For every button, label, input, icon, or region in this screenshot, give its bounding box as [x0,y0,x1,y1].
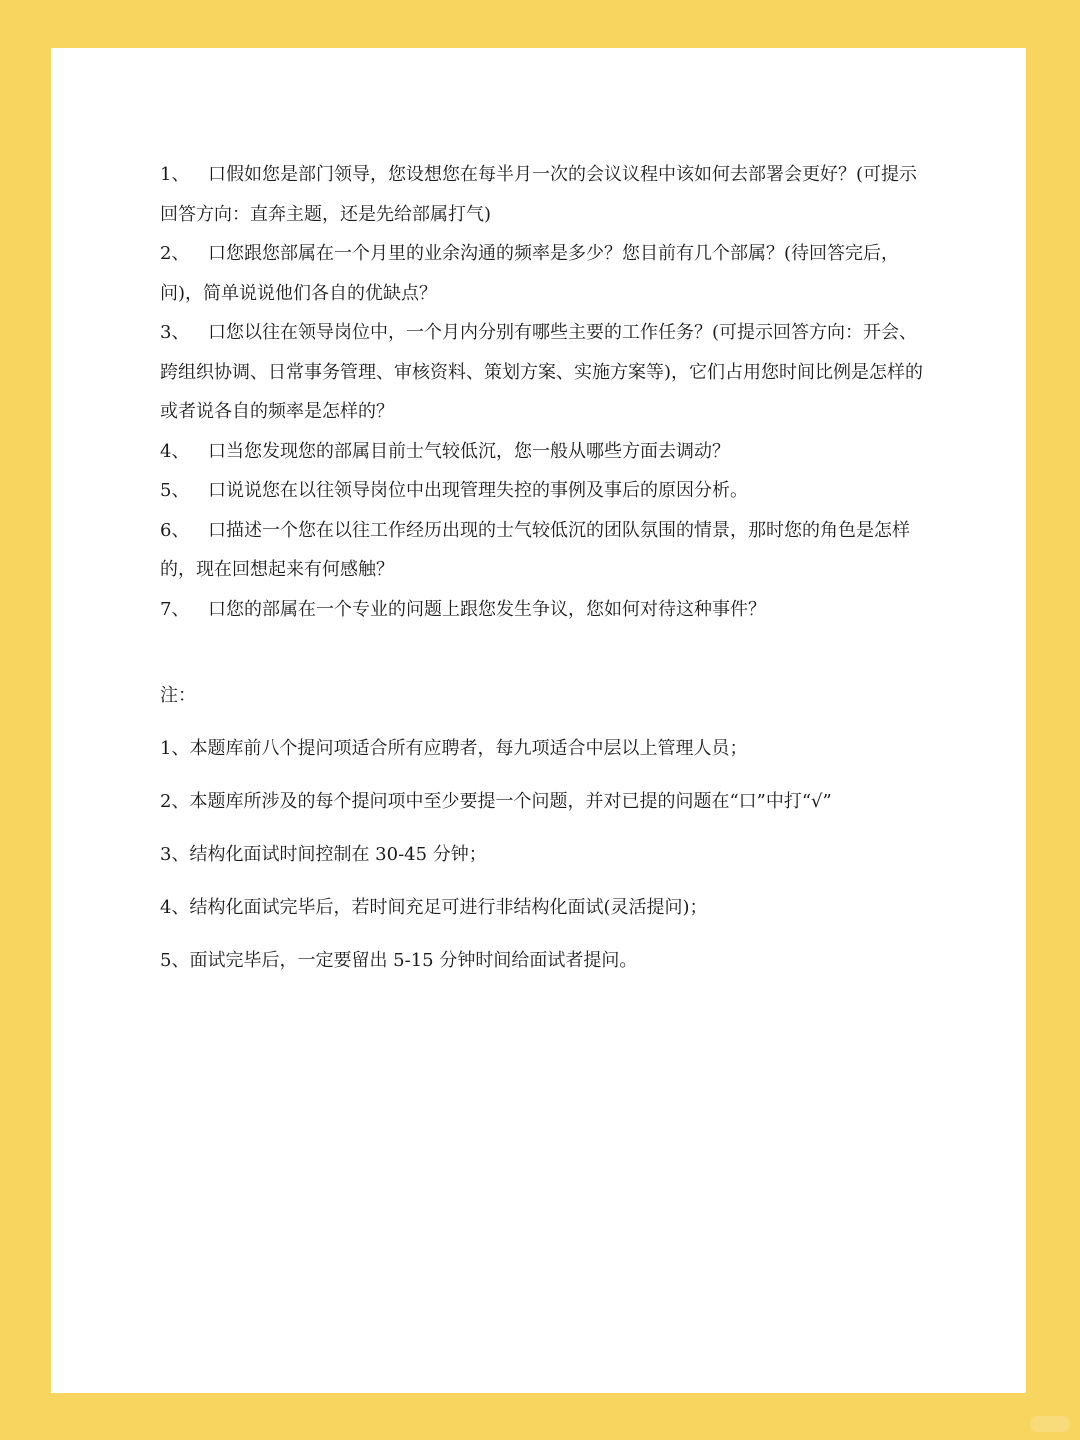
note-item: 1、本题库前八个提问项适合所有应聘者，每九项适合中层以上管理人员； [160,738,748,759]
question-number: 2、 [160,243,190,264]
question-number: 5、 [160,480,190,501]
question-text: 口当您发现您的部属目前士气较低沉，您一般从哪些方面去调动？ [208,440,730,462]
question-item [160,432,930,472]
question-number: 3、 [160,322,190,343]
document-content [160,155,930,976]
question-item [160,155,930,234]
note-item: 2、本题库所涉及的每个提问项中至少要提一个问题，并对已提的问题在“口”中打“√” [160,791,832,812]
question-item [160,511,930,590]
question-number: 6、 [160,519,190,541]
note-item: 5、面试完毕后，一定要留出 5-15 分钟时间给面试者提问。 [160,950,638,971]
question-item [160,590,930,630]
question-text: 口描述一个您在以往工作经历出现的士气较低沉的团队氛围的情景，那时您的角色是怎样的，现在回想起来有何感触？ [160,519,910,580]
question-item [160,313,930,432]
question-number: 7、 [160,598,190,620]
note-item: 4、结构化面试完毕后，若时间充足可进行非结构化面试(灵活提问)； [160,897,708,918]
notes-title: 注： [160,685,196,706]
watermark-badge [1030,1416,1070,1432]
question-text: 口您的部属在一个专业的问题上跟您发生争议，您如何对待这种事件？ [208,598,766,620]
question-text: 口您跟您部属在一个月里的业余沟通的频率是多少？您目前有几个部属？(待回答完后，问)，简单说说他们各自的优缺点？ [160,243,900,304]
question-item [160,471,930,511]
question-number: 1、 [160,164,190,185]
document-page [51,48,1026,1393]
question-text: 口假如您是部门领导，您设想您在每半月一次的会议议程中该如何去部署会更好？(可提示回答方向：直奔主题，还是先给部属打气) [160,164,918,225]
question-number: 4、 [160,440,190,462]
question-text: 口说说您在以往领导岗位中出现管理失控的事例及事后的原因分析。 [208,480,748,501]
question-item [160,234,930,313]
note-item: 3、结构化面试时间控制在 30-45 分钟； [160,844,487,865]
question-text: 口您以往在领导岗位中，一个月内分别有哪些主要的工作任务？(可提示回答方向：开会、跨组织协调、日常事务管理、审核资料、策划方案、实施方案等)，它们占用您时间比例是怎样的或者说各自的频率是怎样的？ [160,322,924,422]
